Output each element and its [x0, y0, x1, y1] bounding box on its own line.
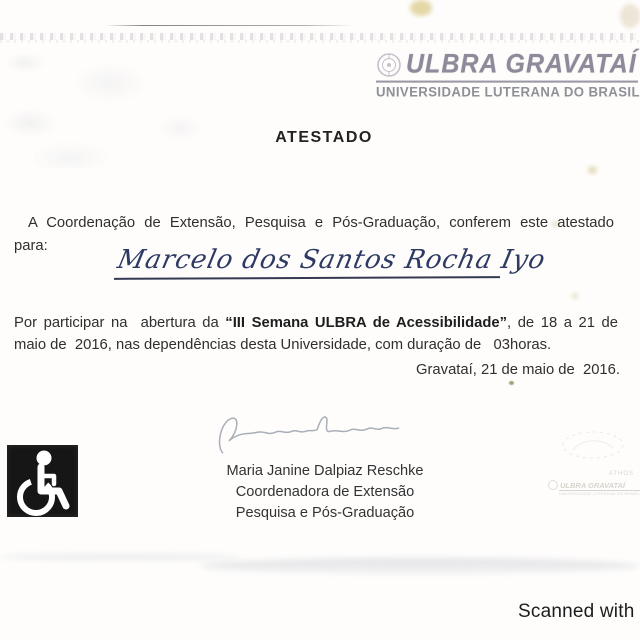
body-text-event-name: “III Semana ULBRA de Acessibilidade” [225, 315, 508, 331]
stamp-swirl-icon [558, 428, 628, 462]
scan-noise-band-faint [0, 40, 640, 43]
signer-block [150, 461, 500, 524]
scan-noise-band [0, 33, 640, 40]
scan-stain [410, 0, 432, 16]
recipient-name-underline [114, 276, 500, 279]
body-text-post: , de 18 a 21 de [507, 315, 619, 331]
scan-texture-smudge [0, 28, 240, 168]
stamp-university-name: ULBRA GRAVATAÍ [560, 480, 625, 490]
signer-name: Maria Janine Dalpiaz Reschke [226, 463, 424, 479]
scanned-with-label: Scanned with [518, 601, 635, 622]
signer-role-line1: Coordenadora de Extensão [235, 484, 415, 500]
scan-stain [588, 166, 597, 174]
stamp-side-text: ATHOS [608, 471, 634, 477]
scan-page-edge-shadow [0, 553, 240, 561]
place-date-line: Gravataí, 21 de maio de 2016. [416, 362, 620, 378]
body-paragraph-line2: maio de 2016, nas dependências desta Universidade, com duração de 03horas. [14, 337, 552, 353]
scan-artifact-line [105, 25, 353, 26]
scan-stain [620, 4, 640, 28]
ulbra-seal-icon [376, 52, 402, 78]
intro-paragraph-line2: para: [14, 238, 48, 254]
recipient-handwritten-name: Marcelo dos Santos Rocha Iyo [114, 245, 549, 275]
faint-stamp [548, 428, 640, 496]
body-paragraph-line1 [14, 315, 618, 331]
scan-stain [509, 381, 514, 385]
certificate-title: ATESTADO [275, 129, 373, 146]
stamp-seal-icon [548, 480, 558, 490]
scan-page-edge-shadow [200, 558, 640, 574]
intro-paragraph-line1: A Coordenação de Extensão, Pesquisa e Pós-Graduação, conferem este atestado [28, 215, 614, 231]
signer-role-line2: Pesquisa e Pós-Graduação [235, 505, 415, 521]
body-text-pre: Por participar na abertura da [14, 315, 226, 331]
university-logo-subtitle: UNIVERSIDADE LUTERANA DO BRASIL [376, 81, 638, 100]
wheelchair-icon [7, 445, 78, 517]
accessibility-symbol-box [7, 445, 78, 517]
stamp-university-subtitle: UNIVERSIDADE LUTERANA DO BRASIL [559, 491, 640, 496]
university-logo-name: ULBRA GRAVATAÍ [406, 48, 637, 80]
signature-handwriting [200, 410, 420, 458]
university-logo [376, 50, 638, 99]
scan-stain [572, 293, 578, 299]
